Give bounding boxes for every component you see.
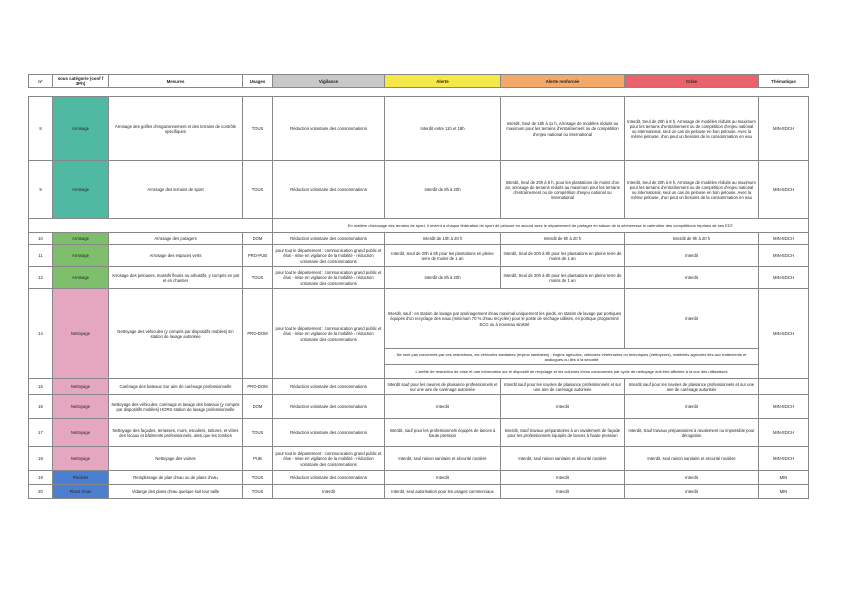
table-row [29, 245, 809, 267]
spacer-row [29, 88, 809, 97]
cell-categorie: Arrosage [53, 97, 109, 161]
cell-alerte: Interdit, seul raison sanitaire et sécurité routière [385, 447, 501, 471]
cell-alerte: Interdit [385, 471, 501, 485]
cell-categorie: Arrosage [53, 245, 109, 267]
note-text: En matière d'arrosage des terrains de sport, il revient à chaque fédération de sport de pelouse en accord avec le département de partager en saison de la sécheresse le calendrier des compétitions reprises de ses EDT [273, 219, 809, 233]
cell-theme: MIN-EDCH [759, 97, 809, 161]
cell-crise: Interdit [625, 395, 759, 419]
cell-crise: Interdit [625, 485, 759, 499]
note-gutter [29, 219, 273, 233]
cell-usage: DOM [243, 395, 273, 419]
cell-mesure: Nettoyage des façades, terrasses, murs, escaliers, toitures, et vitres des locaux et bâtiments professionnels, ainsi que les tombes [109, 419, 243, 447]
cell-crise: Interdit [625, 245, 759, 267]
cell-categorie: Nettoyage [53, 395, 109, 419]
cell-theme: MIN-EDCH [759, 395, 809, 419]
table-row [29, 289, 809, 349]
cell-crise: Interdit sauf pour les navires de plaisance professionnels et sur une aire de carénage autorisée [625, 379, 759, 395]
cell-n: 12 [29, 267, 53, 289]
cell-mesure: Arrosage des potagers [109, 233, 243, 245]
table-row [29, 379, 809, 395]
table-row [29, 97, 809, 161]
table-row [29, 485, 809, 499]
restriction-table [28, 74, 809, 499]
cell-n: 19 [29, 471, 53, 485]
cell-theme [759, 379, 809, 395]
cell-categorie: Nettoyage [53, 379, 109, 395]
cell-n: 17 [29, 419, 53, 447]
cell-renforcee: Interdit [501, 485, 625, 499]
cell-renforcee: Interdit sauf pour les navires de plaisance professionnels et sur une aire de carénage autorisée [501, 379, 625, 395]
cell-vigilance: pour tout le département : communication grand public et élus - mise en vigilance de la mobilité - réduction volontaire des consommations [273, 245, 385, 267]
cell-renforcee: Interdit [501, 395, 625, 419]
cell-alerte: Interdit entre 11h et 18h [385, 97, 501, 161]
cell-crise: Interdit, Seul de 20h à 8 h, Arrosage de modèles réduits au maximum pour les terrains d'entraînement ou de compétition d'enjeu national ou international, seul un cas de pelouse en bon pelouse. Avec la même pelouse, d'un peut un besoins de la consommation en eau [625, 161, 759, 219]
cell-alerte: Interdit, sauf pour les professionnels équipés de lances à haute pression [385, 419, 501, 447]
cell-categorie: Arrosage [53, 267, 109, 289]
cell-renforcee: Interdit, Seul de 18h à 11 h, Arrosage de modèles réduits au maximum pour les terrains d'entraînement ou de compétition d'enjeu national ou international [501, 97, 625, 161]
cell-n: 10 [29, 233, 53, 245]
cell-mesure: Remplissage de plan d'eau ou de plans d'eau [109, 471, 243, 485]
cell-theme: MIN-EDCH [759, 267, 809, 289]
cell-categorie: Nettoyage [53, 289, 109, 379]
table-row [29, 395, 809, 419]
note-row [29, 219, 809, 233]
cell-alerte: Interdit de 10h à 20 h [385, 233, 501, 245]
cell-crise: Interdit [625, 471, 759, 485]
cell-crise: Interdit, Seul de 20h à 8 h, Arrosage de modèles réduits au maximum pour les terrains d'entraînement ou de compétition d'enjeu national ou international, seul un cas de pelouse en bon pelouse. Avec la même pelouse, d'un peut un besoins de la consommation en eau [625, 97, 759, 161]
cell-vigilance: pour tout le département : communication grand public et élus - mise en vigilance de la mobilité - réduction volontaire des consommations [273, 447, 385, 471]
cell-categorie: Arrosage [53, 161, 109, 219]
cell-categorie: Nettoyage [53, 447, 109, 471]
cell-n: 15 [29, 379, 53, 395]
cell-alerte: Interdit sauf pour les navires de plaisance professionnels et sur une aire de carénage autorisée [385, 379, 501, 395]
cell-renforcee: Interdit de 9h à 20 h [501, 233, 625, 245]
cell-categorie: Nettoyage [53, 419, 109, 447]
cell-theme: MIN-EDCH [759, 233, 809, 245]
header-mesures: Mesures [109, 75, 243, 88]
cell-renforcee: Interdit, Seul de 20h à 8h pour les plantations en pleine terre de moins de 1 an [501, 245, 625, 267]
table-row [29, 447, 809, 471]
cell-theme: MIN-EDCH [759, 289, 809, 379]
cell-alerte: Interdit [385, 395, 501, 419]
header-usages: Usages [243, 75, 273, 88]
table-row [29, 471, 809, 485]
cell-alerte: Interdit de 8h à 20h [385, 161, 501, 219]
cell-vigilance: Réduction volontaire des consommations [273, 161, 385, 219]
cell-renforcee: Interdit [501, 471, 625, 485]
cell-vigilance: pour tout le département : communication grand public et élus - mise en vigilance de la mobilité - réduction volontaire des consommations [273, 267, 385, 289]
cell-mesure: Arrosage des terrains de sport [109, 161, 243, 219]
cell-crise: Interdit de 9h à 20 h [625, 233, 759, 245]
cell-vigilance: Réduction volontaire des consommations [273, 419, 385, 447]
cell-vigilance: Réduction volontaire des consommations [273, 379, 385, 395]
cell-n: 16 [29, 395, 53, 419]
header-sous-categorie: sous catégorie (conf f 3Ph) [53, 75, 109, 88]
cell-vigilance: Réduction volontaire des consommations [273, 233, 385, 245]
cell-categorie: Piscines [53, 471, 109, 485]
cell-n: 11 [29, 245, 53, 267]
table-row [29, 233, 809, 245]
cell-theme: MIN-EDCH [759, 161, 809, 219]
cell-theme: MIN [759, 485, 809, 499]
cell-theme: MIN [759, 471, 809, 485]
cell-crise: Interdit, Sauf travaux préparatoires à ravalement ou impossible pour dérogation [625, 419, 759, 447]
table-row [29, 161, 809, 219]
table-row [29, 419, 809, 447]
cell-crise: Interdit [625, 289, 759, 349]
cell-mesure: Nettoyage des voiries [109, 447, 243, 471]
cell-usage: PRO-PUB [243, 245, 273, 267]
cell-mesure: Nettoyage des véhicules, carénage et lavage des bateaux (y compris par dispositifs mobiles) HORS station de lavage professionnelle [109, 395, 243, 419]
cell-mesure: Arrosage des pelouses, massifs fleuris ou arbustifs, y compris en pot et en chantier [109, 267, 243, 289]
header-alerte: Alerte [385, 75, 501, 88]
cell-n: 9 [29, 161, 53, 219]
cell-usage: TOUS [243, 97, 273, 161]
cell-vigilance: Réduction volontaire des consommations [273, 471, 385, 485]
cell-n: 20 [29, 485, 53, 499]
cell-mesure: Vidange des plans d'eau quelque soit leur taille [109, 485, 243, 499]
cell-theme: MIN-EDCH [759, 245, 809, 267]
header-row [29, 75, 809, 88]
cell-n: 8 [29, 97, 53, 161]
cell-n: 14 [29, 289, 53, 379]
cell-n: 18 [29, 447, 53, 471]
cell-alerte: Interdit de 8h à 20h [385, 267, 501, 289]
cell-categorie: Plans d'eau [53, 485, 109, 499]
cell-alerte: Interdit, Seul de 20h à 8h pour les plantations en pleine terre de moins de 1 an [385, 245, 501, 267]
header-n: n° [29, 75, 53, 88]
note-text: L'arrêté de restriction de crise et une information sur le dispositif de recyclage et les volumes d'eau consommés par cycle de nettoyage doit être affichée à la vue des utilisateurs [385, 365, 759, 379]
header-alerte-renforcee: Alerte renforcée [501, 75, 625, 88]
cell-mesure: Arrosage des espaces verts [109, 245, 243, 267]
cell-vigilance: pour tout le département : communication grand public et élus - mise en vigilance de la mobilité - réduction volontaire des consommations [273, 289, 385, 379]
cell-usage: DOM [243, 233, 273, 245]
cell-alerte: Interdit, seul autorisation pour les usages commerciaux [385, 485, 501, 499]
cell-crise: Interdit, seul raison sanitaire et sécurité routière [625, 447, 759, 471]
cell-vigilance: Interdit [273, 485, 385, 499]
cell-usage: TOUS [243, 485, 273, 499]
cell-categorie: Arrosage [53, 233, 109, 245]
cell-usage: PRO-DOM [243, 379, 273, 395]
cell-usage: TOUS [243, 419, 273, 447]
header-thematique: Thématique [759, 75, 809, 88]
cell-vigilance: Réduction volontaire des consommations [273, 97, 385, 161]
header-crise: Crise [625, 75, 759, 88]
cell-usage: TOUS [243, 161, 273, 219]
cell-renforcee: Interdit, seul raison sanitaire et sécurité routière [501, 447, 625, 471]
cell-mesure: Arrosage des golfes d'engazonnement et des terrains de contrôle spécifiques [109, 97, 243, 161]
cell-vigilance: Réduction volontaire des consommations [273, 395, 385, 419]
cell-theme: MIN-EDCH [759, 419, 809, 447]
header-vigilance: Vigilance [273, 75, 385, 88]
table-row [29, 267, 809, 289]
cell-usage: TOUS [243, 267, 273, 289]
note-text: Ne sont pas concernés par ces restrictions, les véhicules sanitaires (enjeux sanitaires) : engins agricoles, véhicules vétérinaires ou techniques (nettoyeurs), matériels agricoles liés aux traitements et analogues ou liés à la sécurité [385, 349, 759, 365]
cell-mesure: Carénage des bateaux Sur aire de carénage professionnelle [109, 379, 243, 395]
cell-usage: TOUS [243, 471, 273, 485]
cell-renforcee: Interdit, Sauf travaux préparatoires à un ravalement de façade pour les professionnels équipés de lances à haute pression [501, 419, 625, 447]
cell-crise: Interdit [625, 267, 759, 289]
cell-renforcee: Interdit, Seul de 20h à 8h pour les plantations en pleine terre de moins de 1 an [501, 267, 625, 289]
cell-theme: MIN-EDCH [759, 447, 809, 471]
cell-mesure: Nettoyage des véhicules (y compris par dispositifs mobiles) En station de lavage autorisée [109, 289, 243, 379]
cell-renforcee: Interdit, Seul de 20h à 8 h, pour les plantations de moins d'un an, arrosage de terrains réduits au maximum pour les terrains d'entraînement ou de compétition d'enjeu national ou international [501, 161, 625, 219]
cell-usage: PRO-DOM [243, 289, 273, 379]
cell-alerte-renforcee-merged: Interdit, sauf : en station de lavage par aménagement d'eau maximal uniquement les pieds, en station de lavage par portiques équipés d'un recyclage des eaux (minimum 70 % d'eau recyclée) pour le poste de séchage utilisés, en portique programmé ECO ou à nouveau sinistré [385, 289, 625, 349]
cell-usage: PUB [243, 447, 273, 471]
